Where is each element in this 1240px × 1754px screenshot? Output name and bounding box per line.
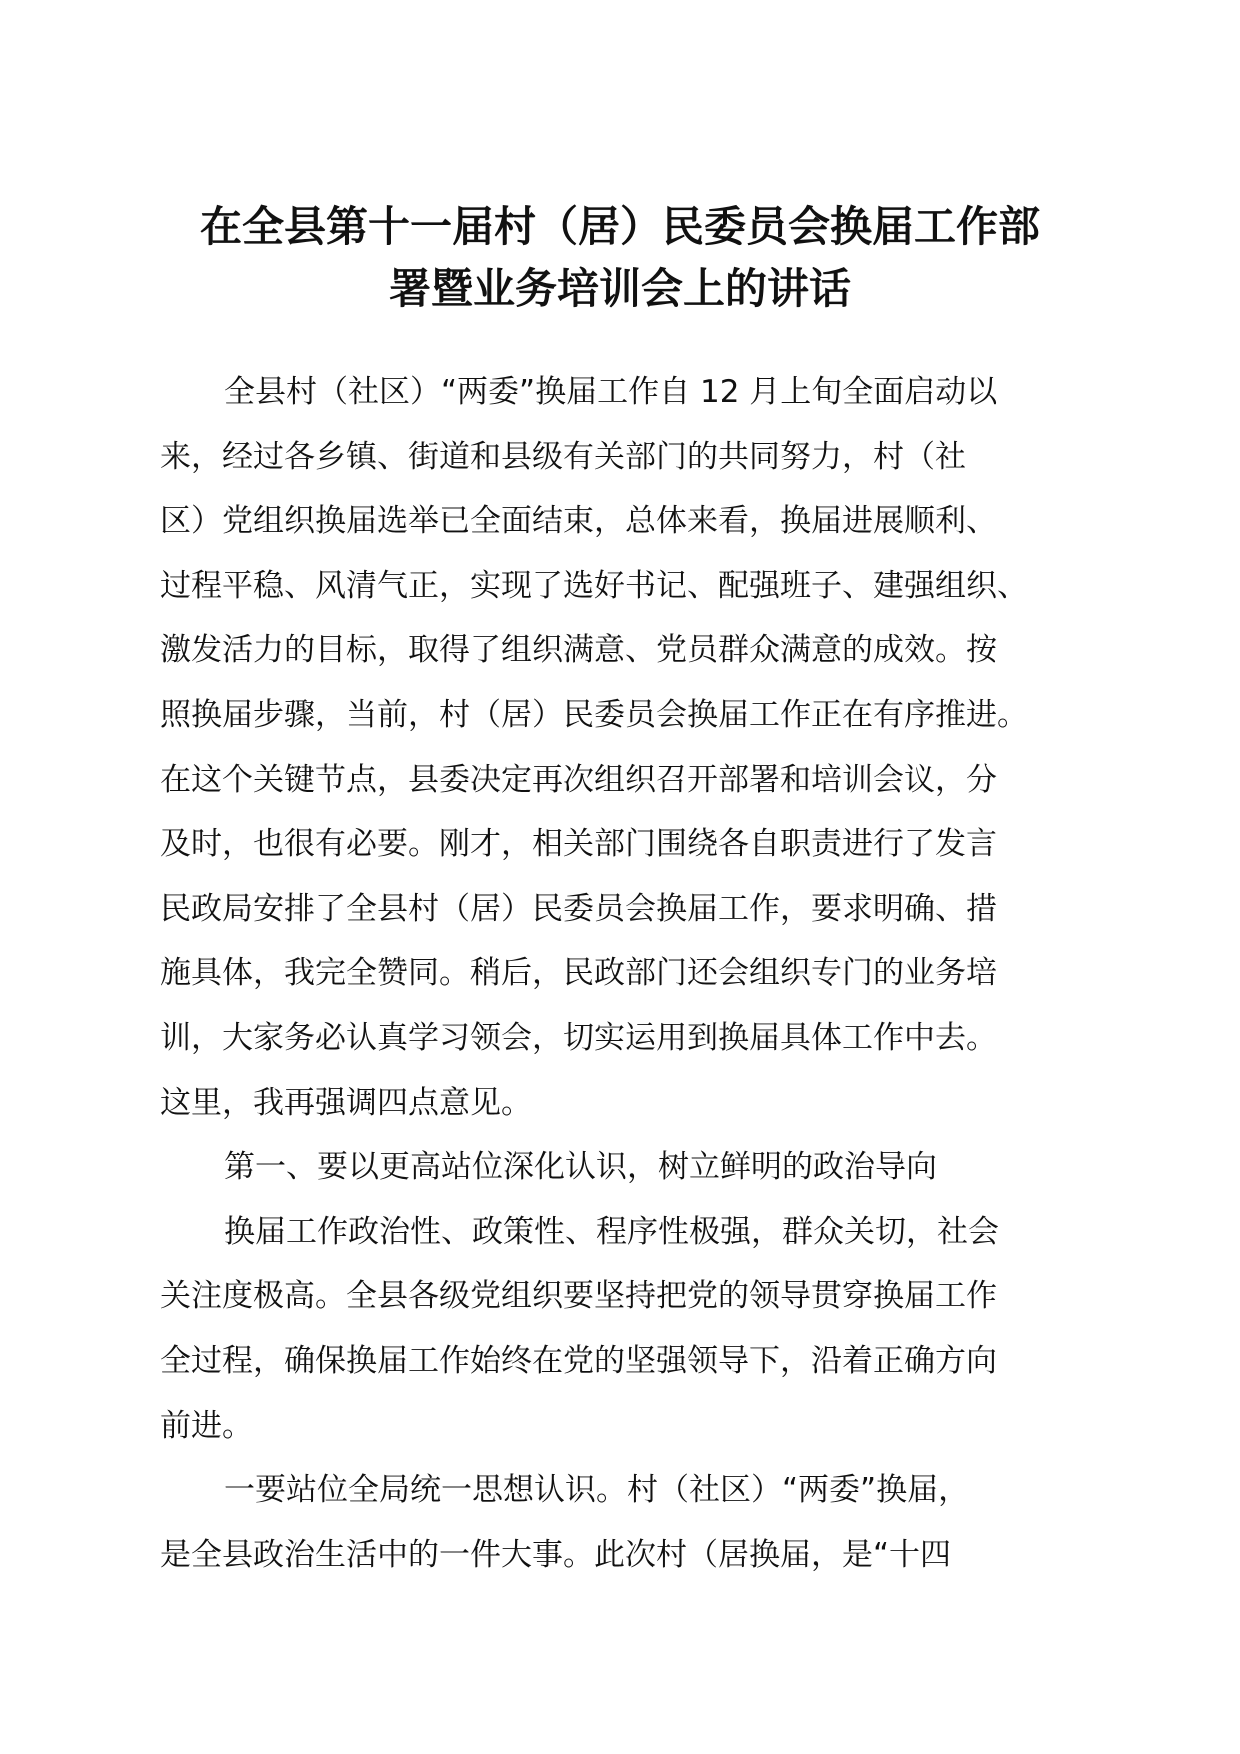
document-title (130, 196, 1110, 320)
paragraph-line: 过程平稳、风清气正，实现了选好书记、配强班子、建强组织、 (160, 567, 1028, 604)
paragraph-line: 一要站位全局统一思想认识。村（社区）“两委”换届， (224, 1472, 970, 1509)
paragraph-line: 全过程，确保换届工作始终在党的坚强领导下，沿着正确方向 (160, 1342, 997, 1379)
paragraph-line: 来，经过各乡镇、街道和县级有关部门的共同努力，村（社 (160, 438, 966, 475)
paragraph-line: 及时，也很有必要。刚才，相关部门围绕各自职责进行了发言 (160, 826, 997, 863)
section-heading: 第一、要以更高站位深化认识，树立鲜明的政治导向 (224, 1149, 937, 1186)
paragraph-line: 在这个关键节点，县委决定再次组织召开部署和培训会议，分 (160, 761, 997, 798)
paragraph-line: 关注度极高。全县各级党组织要坚持把党的领导贯穿换届工作 (160, 1278, 997, 1315)
paragraph-line: 是全县政治生活中的一件大事。此次村（居换届，是“十四 (160, 1536, 952, 1573)
title-line: 署暨业务培训会上的讲话 (388, 264, 851, 313)
title-line: 在全县第十一届村（居）民委员会换届工作部 (199, 202, 1040, 251)
paragraph-line: 民政局安排了全县村（居）民委员会换届工作，要求明确、措 (160, 890, 997, 927)
paragraph-line: 区）党组织换届选举已全面结束，总体来看，换届进展顺利、 (160, 503, 997, 540)
paragraph-line: 前进。 (160, 1407, 253, 1444)
paragraph-line: 照换届步骤，当前，村（居）民委员会换届工作正在有序推进。 (160, 696, 1028, 733)
paragraph-line: 激发活力的目标，取得了组织满意、党员群众满意的成效。按 (160, 632, 997, 669)
paragraph-line: 换届工作政治性、政策性、程序性极强，群众关切，社会 (224, 1213, 999, 1250)
paragraph-line: 这里，我再强调四点意见。 (160, 1084, 532, 1121)
paragraph-line: 全县村（社区）“两委”换届工作自 12 月上旬全面启动以 (224, 374, 998, 410)
paragraph-line: 施具体，我完全赞同。稍后，民政部门还会组织专门的业务培 (160, 955, 997, 992)
document-body (160, 360, 1120, 1587)
paragraph-line: 训，大家务必认真学习领会，切实运用到换届具体工作中去。 (160, 1019, 997, 1056)
